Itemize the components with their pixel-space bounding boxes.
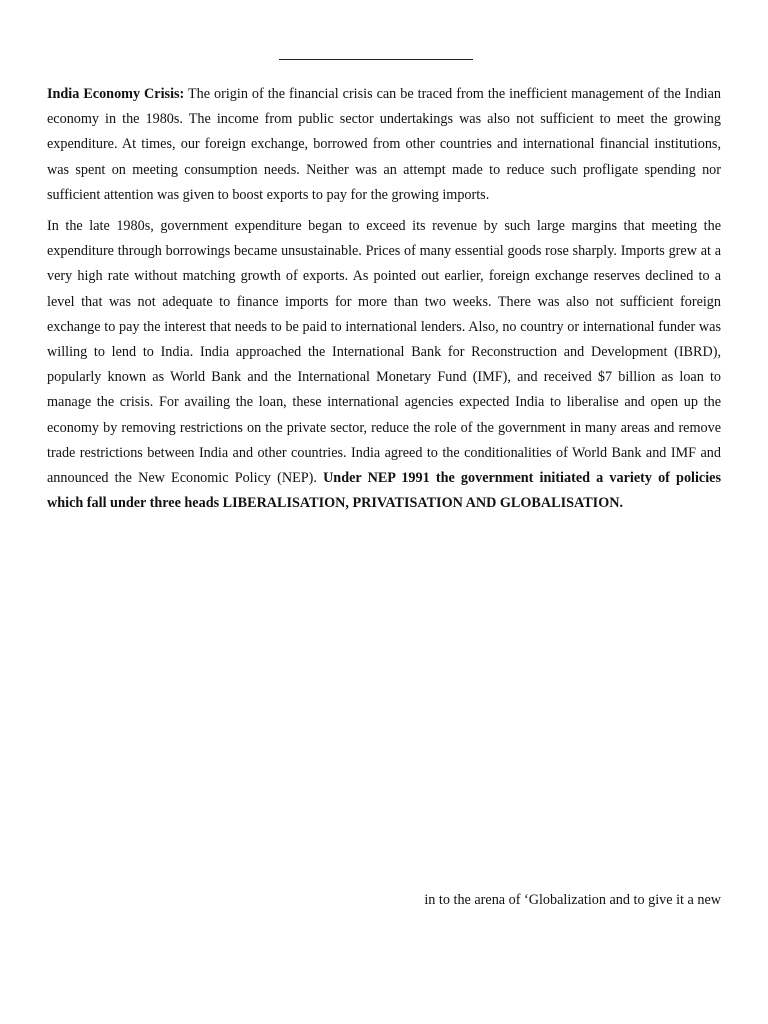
- document-body: [47, 82, 721, 522]
- paragraph-late-1980s: [47, 214, 721, 516]
- paragraph-text: In the late 1980s, government expenditure began to exceed its revenue by such large margins that meeting the expenditure through borrowings became unsustainable. Prices of many essential goods rose sharply. Imports grew at a very high rate without matching growth of exports. As pointed out earlier, foreign exchange reserves declined to a level that was not adequate to finance imports for more than two weeks. There was also not sufficient foreign exchange to pay the interest that needs to be paid to international lenders. Also, no country or international funder was willing to lend to India. India approached the International Bank for Reconstruction and Development (IBRD), popularly known as World Bank and the International Monetary Fund (IMF), and received $7 billion as loan to manage the crisis. For availing the loan, these international agencies expected India to liberalise and open up the economy by removing restrictions on the private sector, reduce the role of the government in many areas and remove trade restrictions between India and other countries. India agreed to the conditionalities of World Bank and IMF and announced the New Economic Policy (NEP).: [47, 218, 721, 487]
- paragraph-heading: India Economy Crisis:: [47, 86, 185, 102]
- trailing-text-fragment: in to the arena of ‘Globalization and to give it a new: [424, 892, 721, 908]
- paragraph-bold-conclusion: Under NEP 1991 the government initiated a variety of policies which fall under three heads LIBERALISATION, PRIVATISATION AND GLOBALISATION.: [47, 470, 721, 512]
- paragraph-text: The origin of the financial crisis can be traced from the inefficient management of the Indian economy in the 1980s. The income from public sector undertakings was also not sufficient to meet the growing expenditure. At times, our foreign exchange, borrowed from other countries and international financial institutions, was spent on meeting consumption needs. Neither was an attempt made to reduce such profligate spending nor sufficient attention was given to boost exports to pay for the growing imports.: [47, 86, 722, 203]
- paragraph-india-economy-crisis: [47, 82, 721, 208]
- top-divider-line: [279, 59, 473, 60]
